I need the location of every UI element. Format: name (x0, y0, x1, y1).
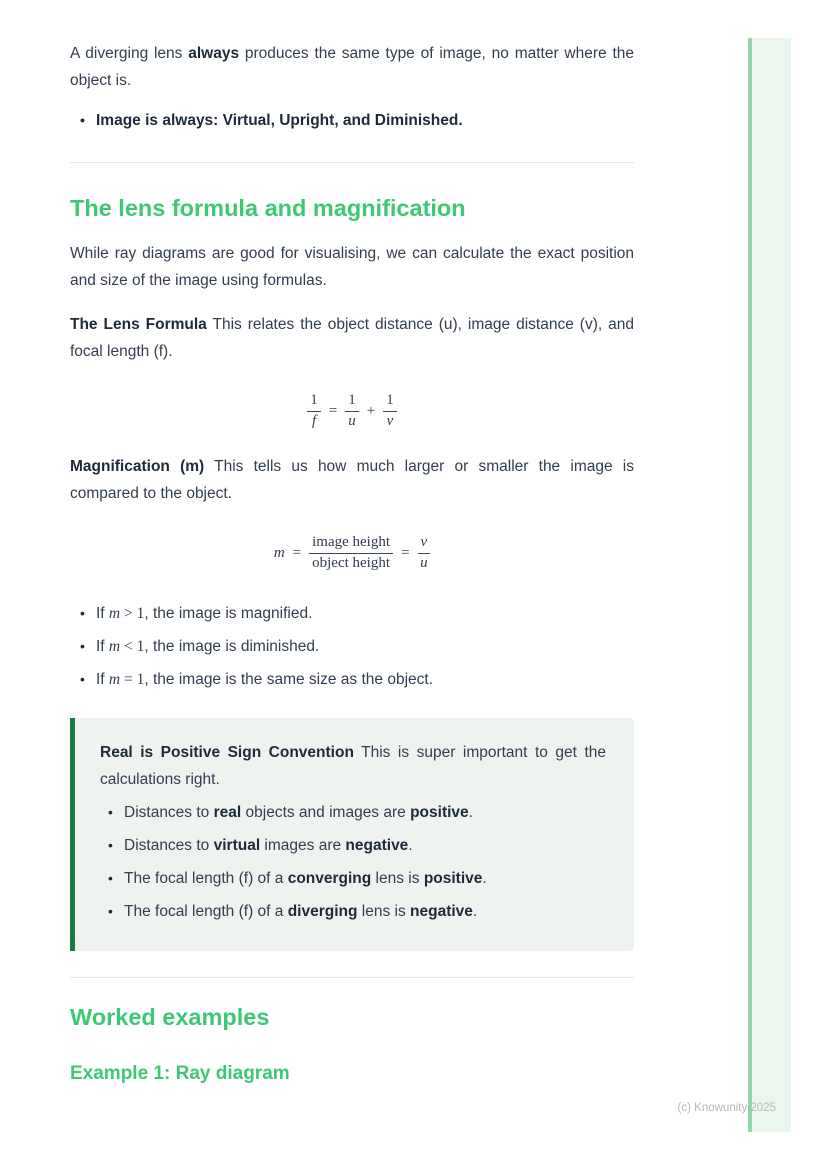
fraction-v-over-u: $\frac{v}{u}$ (418, 534, 431, 572)
magnification-bullet-list (70, 600, 634, 693)
list-item (70, 633, 634, 660)
magnification-paragraph (70, 453, 634, 507)
list-item-text: If m > 1, the image is magnified. (96, 605, 313, 622)
plus-sign: + (366, 402, 376, 419)
list-item-text: If m < 1, the image is diminished. (96, 638, 320, 655)
bullet-icon: • (80, 112, 85, 128)
sign-convention-callout (70, 718, 634, 951)
intro-text-bold: always (188, 45, 240, 62)
bullet-icon: • (80, 671, 85, 687)
magnification-equation (70, 528, 634, 578)
lens-formula-paragraph (70, 311, 634, 365)
equals-sign: = (292, 544, 302, 561)
example-1-title: Example 1: Ray diagram (70, 1063, 290, 1084)
list-item (100, 799, 606, 826)
section-title-lens-formula: The lens formula and magnification (70, 195, 466, 221)
equals-sign: = (328, 402, 338, 419)
list-item-text: Distances to real objects and images are positive. (124, 804, 473, 821)
callout-title: Real is Positive Sign Convention (100, 744, 354, 761)
magnification-label: Magnification (m) (70, 458, 205, 475)
lens-formula-text: This relates the object distance (u), image distance (v), and focal length (f). (70, 316, 634, 360)
equals-sign: = (401, 544, 410, 561)
callout-text: This is super important to get the calculations right. (100, 744, 606, 788)
decorative-side-stripe (748, 38, 791, 1132)
bullet-icon: • (80, 638, 85, 654)
lens-formula-equation (70, 386, 634, 436)
var-m: m (273, 544, 285, 561)
lens-formula-label: The Lens Formula (70, 316, 207, 333)
list-item (70, 600, 634, 627)
callout-bullet-list (100, 799, 606, 925)
intro-bullet-item (70, 107, 634, 134)
list-item (100, 865, 606, 892)
callout-title-paragraph (100, 739, 606, 793)
fraction-1-over-v: $\frac{1}{v}$ (383, 392, 397, 430)
page-content (70, 0, 634, 1085)
section-divider (70, 977, 634, 978)
intro-bullet-text: Image is always: Virtual, Upright, and Diminished. (96, 112, 463, 129)
intro-paragraph (70, 40, 634, 94)
bullet-icon: • (80, 605, 85, 621)
list-item (100, 898, 606, 925)
bullet-icon: • (108, 837, 113, 853)
magnification-text: This tells us how much larger or smaller the image is compared to the object. (70, 458, 634, 502)
list-item (100, 832, 606, 859)
fraction-1-over-f: $\frac{1}{f}$ (307, 392, 321, 430)
copyright-credit: (c) Knowunity 2025 (677, 1102, 776, 1114)
bullet-icon: • (108, 903, 113, 919)
list-item-text: Distances to virtual images are negative. (124, 837, 413, 854)
fraction-image-over-object-height: $\frac{\text{image height}}{\text{object height}}$ (309, 534, 393, 572)
section1-paragraph: While ray diagrams are good for visualising, we can calculate the exact position and size of the image using formulas. (70, 245, 634, 289)
list-item-text: If m = 1, the image is the same size as the object. (96, 671, 433, 688)
bullet-icon: • (108, 870, 113, 886)
section-divider (70, 162, 634, 163)
fraction-1-over-u: $\frac{1}{u}$ (345, 392, 359, 430)
list-item-text: The focal length (f) of a diverging lens is negative. (124, 903, 478, 920)
intro-text-a: A diverging lens (70, 45, 189, 62)
list-item-text: The focal length (f) of a converging lens is positive. (124, 870, 487, 887)
intro-text-c: produces the same type of image, no matter where the object is. (70, 45, 634, 89)
bullet-icon: • (108, 804, 113, 820)
list-item (70, 666, 634, 693)
section-title-worked-examples: Worked examples (70, 1004, 270, 1030)
